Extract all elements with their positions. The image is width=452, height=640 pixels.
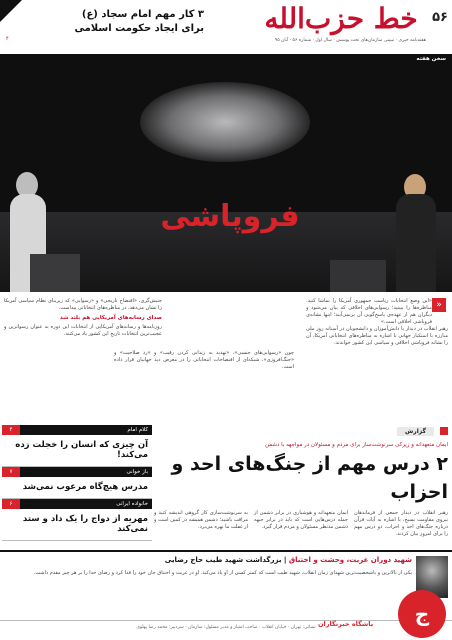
article-column-mid: چون «رسوایی‌های جنسی»، «تهدید به زندانی کردن رقیب» و «رد صلاحیت» و «جنگ‌افروزی»، شبکه‌ای از افتضاحات انتخاباتی را در معرض دید جهانیان قرار داده است. <box>114 350 294 370</box>
sidebar-title[interactable]: آن چیزی که انسان را خجلت زده می‌کند! <box>2 435 152 467</box>
right-speaker <box>396 194 436 292</box>
sidebar-page-ref: ۶ <box>2 499 20 509</box>
masthead <box>0 0 452 48</box>
report-section <box>154 424 448 538</box>
issue-number: ۵۶ <box>432 10 448 25</box>
masthead-tagline: هفته‌نامه خبری · تبیینی سازمان‌های تحت پوشش · سال اول · شماره ۵۶ · آبان ۹۵ <box>274 38 426 43</box>
sidebar-item[interactable] <box>2 467 152 499</box>
article-left-text: جنبش‌گری، «افتضاح تاریخی» و «رسوایی» که زیربنای نظام سیاسی آمریکا را نشان می‌دهد، در مناظره‌های انتخاباتی پیداست. <box>4 298 162 311</box>
sidebar-tag-label: باز خوانی <box>126 469 148 475</box>
sidebar-tag <box>2 425 152 435</box>
article-column-left <box>4 298 162 338</box>
report-columns <box>154 510 448 538</box>
footer: نشانی: تهران · خیابان انقلاب · صاحب امتیاز و مدیر مسئول: سازمان · سردبیر: محمد رضا پهلوی <box>0 620 452 640</box>
top-story-headline-1[interactable]: ۳ کار مهم امام سجاد (ع) <box>81 9 204 20</box>
report-headline[interactable]: ۲ درس مهم از جنگ‌های احد و احزاب <box>171 453 448 503</box>
quote-icon: « <box>432 298 446 312</box>
watermark-label: باشگاه خبرنگاران <box>318 620 374 628</box>
sidebar-tag <box>2 499 152 509</box>
watermark-logo-icon: ج <box>398 590 446 638</box>
bottom-headline-red: شهید دوران غربت، وحشت و اختناق <box>288 556 412 564</box>
sidebar-tag-label: کلام امام <box>127 427 148 433</box>
article-column-2: رهبر انقلاب در دیدار با دانش‌آموزان و دانشجویان در آستانه روز ملی مبارزه با استکبار جهانی با اشاره به مناظره‌های انتخاباتی آمریکا، آن را نشانه فروپاشی اخلاقی و سیاسی این کشور خواندند. <box>306 326 448 346</box>
sidebar-item[interactable] <box>2 425 152 467</box>
bottom-headline[interactable] <box>42 556 412 564</box>
sidebar-item[interactable] <box>2 499 152 541</box>
eagle-seal-icon <box>140 82 310 162</box>
report-text-b: ایمان متعهدانه و هوشیاری در برابر دشمن از جمله درس‌هایی است که باید در برابر جبهه دشمن مدنظر مسئولان و مردم قرار گیرد. <box>254 510 348 530</box>
sidebar-title[interactable]: مهریه از دواج را یک داد و ستد نمی‌کند <box>2 509 152 541</box>
report-marker-icon <box>440 427 448 435</box>
hero-image <box>0 54 452 292</box>
sidebar-page-ref: ۷ <box>2 467 20 477</box>
right-podium <box>330 260 386 292</box>
section-label: سخن هفته <box>416 56 446 62</box>
report-lead: ایمان متعهدانه و زیرکی سرنوشت‌ساز برای مردم و مسئولان در مواجهه با دشمن <box>264 442 448 448</box>
sidebar-title[interactable]: مدرس هیچ‌گاه مرعوب نمی‌شد <box>2 477 152 499</box>
top-story-headline-2[interactable]: برای ایجاد حکومت اسلامی <box>74 23 204 34</box>
top-story[interactable] <box>4 8 204 42</box>
report-text-c: به سرنوشت‌سازی کار گروهی اندیشه کنید و مراقب باشید؛ دشمن همیشه در کمین است و از غفلت ما بهره می‌برد. <box>154 510 248 530</box>
main-article <box>158 298 448 347</box>
report-label-text: گزارش <box>397 427 434 436</box>
top-story-page-ref: ۴ <box>6 36 9 42</box>
newspaper-logo: خط حزب‌الله <box>264 2 418 35</box>
article-sub-text: روزنامه‌ها و رسانه‌های آمریکایی از انتخابات این دوره به عنوان رسواترین و عجیب‌ترین انتخابات تاریخ این کشور یاد می‌کنند. <box>4 324 162 337</box>
left-podium <box>30 254 80 292</box>
article-subhead: صدای رسانه‌های آمریکایی هم بلند شد <box>59 315 162 321</box>
sidebar-tag <box>2 467 152 477</box>
bottom-text: یکی از بالاترین و باشخصیت‌ترین شهدای زمان انقلاب، شهید طیب است که کمتر کسی از او یاد می‌کند. او در غربت و اختناق جان خود را فدا کرد و رضای خدا را بر هر چیز مقدم داشت. <box>33 570 412 576</box>
article-column-1: «این وضع انتخابات ریاست جمهوری آمریکا را تماشا کنید. مناظره‌ها را ببینید؛ رسوایی‌های اخلاقی که بیان می‌شود و دیگران هم از عهده‌ی پاسخ‌گویی آن برنمی‌آیند؛ اینها نشانه‌ی فروپاشی اخلاقی است.» <box>306 298 432 325</box>
report-label <box>154 424 448 438</box>
hero-title[interactable]: فروپاشی <box>160 199 300 234</box>
sidebar <box>2 425 152 541</box>
sidebar-page-ref: ۴ <box>2 425 20 435</box>
sidebar-tag-label: خانواده ایرانی <box>116 501 148 507</box>
bottom-headline-rest: | بزرگداشت شهید طیب حاج رضایی <box>164 556 289 564</box>
report-text-a: رهبر انقلاب در دیدار جمعی از فرماندهان نیروی مقاومت بسیج، با اشاره به آیات قرآن درباره جنگ‌های احد و احزاب، دو درس مهم را برای امروز بیان کردند. <box>354 510 448 537</box>
